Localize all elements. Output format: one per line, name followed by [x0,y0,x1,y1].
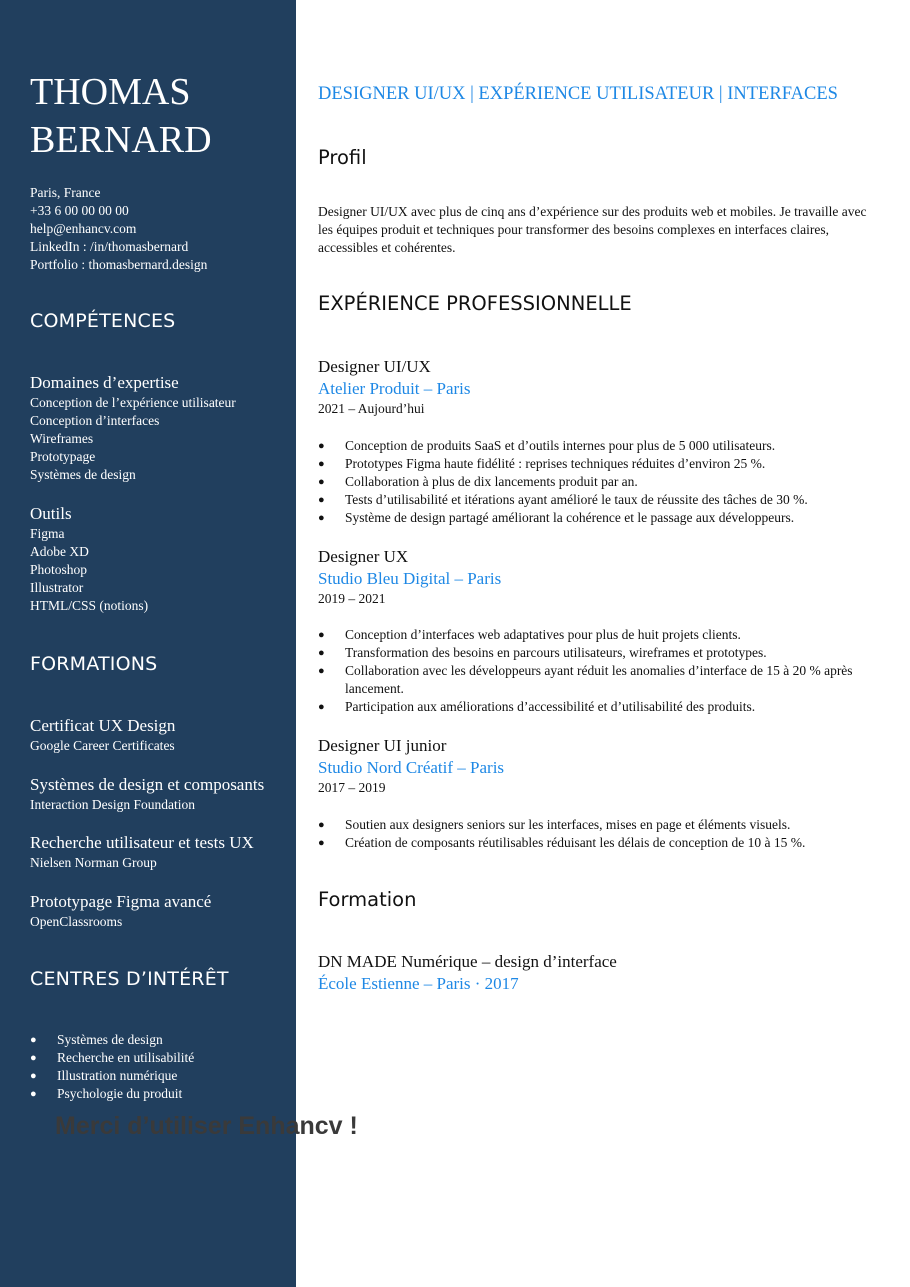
training-item [30,891,211,931]
trainings-heading: FORMATIONS [30,653,158,675]
interests-list [30,1031,290,1103]
training-title: Systèmes de design et composants [30,775,265,794]
interest-item: ● Systèmes de design [30,1031,290,1049]
skill-item: Illustrator [30,580,84,595]
job-bullets [318,626,884,716]
job-title: Designer UX [318,547,409,566]
skill-item: Adobe XD [30,544,89,559]
job-title: Designer UI/UX [318,357,431,376]
job-bullet: ● Système de design partagé améliorant la cohérence et le passage aux développeurs. [318,509,884,527]
skill-item: Conception de l’expérience utilisateur [30,395,236,410]
job-bullet: ● Tests d’utilisabilité et itérations ayant amélioré le taux de réussite des tâches de 30 %. [318,491,884,509]
job-bullet: ● Collaboration avec les développeurs ayant réduit les anomalies d’interface de 15 à 20 % après lancement. [318,662,884,698]
job-entry [318,356,884,527]
training-org: OpenClassrooms [30,914,123,929]
training-item [30,774,264,814]
contact-phone: +33 6 00 00 00 00 [30,203,129,218]
job-entry [318,546,884,716]
skill-item: Conception d’interfaces [30,413,160,428]
education-degree: DN MADE Numérique – design d’interface [318,952,617,971]
skills-heading: COMPÉTENCES [30,310,176,332]
skills-group-tools [30,503,148,615]
interest-item: ● Psychologie du produit [30,1085,290,1103]
name-last: BERNARD [30,119,212,161]
experience-heading: EXPÉRIENCE PROFESSIONNELLE [318,292,632,315]
job-dates: 2021 – Aujourd’hui [318,401,425,416]
job-bullet: ● Conception d’interfaces web adaptatives pour plus de huit projets clients. [318,626,884,644]
training-title: Certificat UX Design [30,716,176,735]
job-bullet: ● Transformation des besoins en parcours utilisateurs, wireframes et prototypes. [318,644,884,662]
training-item [30,715,175,755]
job-dates: 2019 – 2021 [318,591,386,606]
contact-portfolio[interactable]: Portfolio : thomasbernard.design [30,257,208,272]
education-school: École Estienne – Paris · 2017 [318,974,519,993]
job-dates: 2017 – 2019 [318,780,386,795]
job-bullet: ● Collaboration à plus de dix lancements produit par an. [318,473,884,491]
job-bullet: ● Participation aux améliorations d’accessibilité et d’utilisabilité des produits. [318,698,884,716]
training-title: Prototypage Figma avancé [30,892,212,911]
profile-heading: Profil [318,146,367,169]
skill-item: Wireframes [30,431,94,446]
candidate-name [30,68,212,164]
interest-item: ● Illustration numérique [30,1067,290,1085]
contact-info [30,184,207,274]
job-entry [318,735,884,852]
name-first: THOMAS [30,71,191,113]
education-heading: Formation [318,888,417,911]
skills-group-title: Domaines d’expertise [30,373,179,392]
skill-item: Systèmes de design [30,467,136,482]
job-company: Studio Nord Créatif – Paris [318,758,505,777]
job-company: Atelier Produit – Paris [318,379,471,398]
skills-group-expertise [30,372,236,484]
skills-group-title: Outils [30,504,72,523]
contact-email[interactable]: help@enhancv.com [30,221,137,236]
interests-heading: CENTRES D’INTÉRÊT [30,968,229,990]
skill-item: Photoshop [30,562,88,577]
interest-item: ● Recherche en utilisabilité [30,1049,290,1067]
training-title: Recherche utilisateur et tests UX [30,833,254,852]
training-org: Nielsen Norman Group [30,855,157,870]
job-title: Designer UI junior [318,736,447,755]
enhancv-watermark: Merci d’utiliser Enhancv ! [55,1112,358,1140]
job-bullet: ● Création de composants réutilisables réduisant les délais de conception de 10 à 15 %. [318,834,884,852]
profile-text: Designer UI/UX avec plus de cinq ans d’expérience sur des produits web et mobiles. Je travaille avec les équipes produit et techniques pour transformer des besoins complexes en interfaces claires, accessibles et cohérentes. [318,204,867,255]
job-company: Studio Bleu Digital – Paris [318,569,502,588]
job-bullet: ● Conception de produits SaaS et d’outils internes pour plus de 5 000 utilisateurs. [318,437,884,455]
job-bullet: ● Prototypes Figma haute fidélité : reprises techniques réduites d’environ 25 %. [318,455,884,473]
skill-item: Prototypage [30,449,96,464]
education-entry [318,951,617,995]
skill-item: Figma [30,526,65,541]
training-org: Interaction Design Foundation [30,797,195,812]
headline: DESIGNER UI/UX | EXPÉRIENCE UTILISATEUR | INTERFACES [318,84,838,104]
job-bullet: ● Soutien aux designers seniors sur les interfaces, mises en page et éléments visuels. [318,816,884,834]
contact-location: Paris, France [30,185,101,200]
training-item [30,832,254,872]
job-bullets [318,816,884,852]
job-bullets [318,437,884,527]
contact-linkedin[interactable]: LinkedIn : /in/thomasbernard [30,239,189,254]
skill-item: HTML/CSS (notions) [30,598,149,613]
training-org: Google Career Certificates [30,738,175,753]
